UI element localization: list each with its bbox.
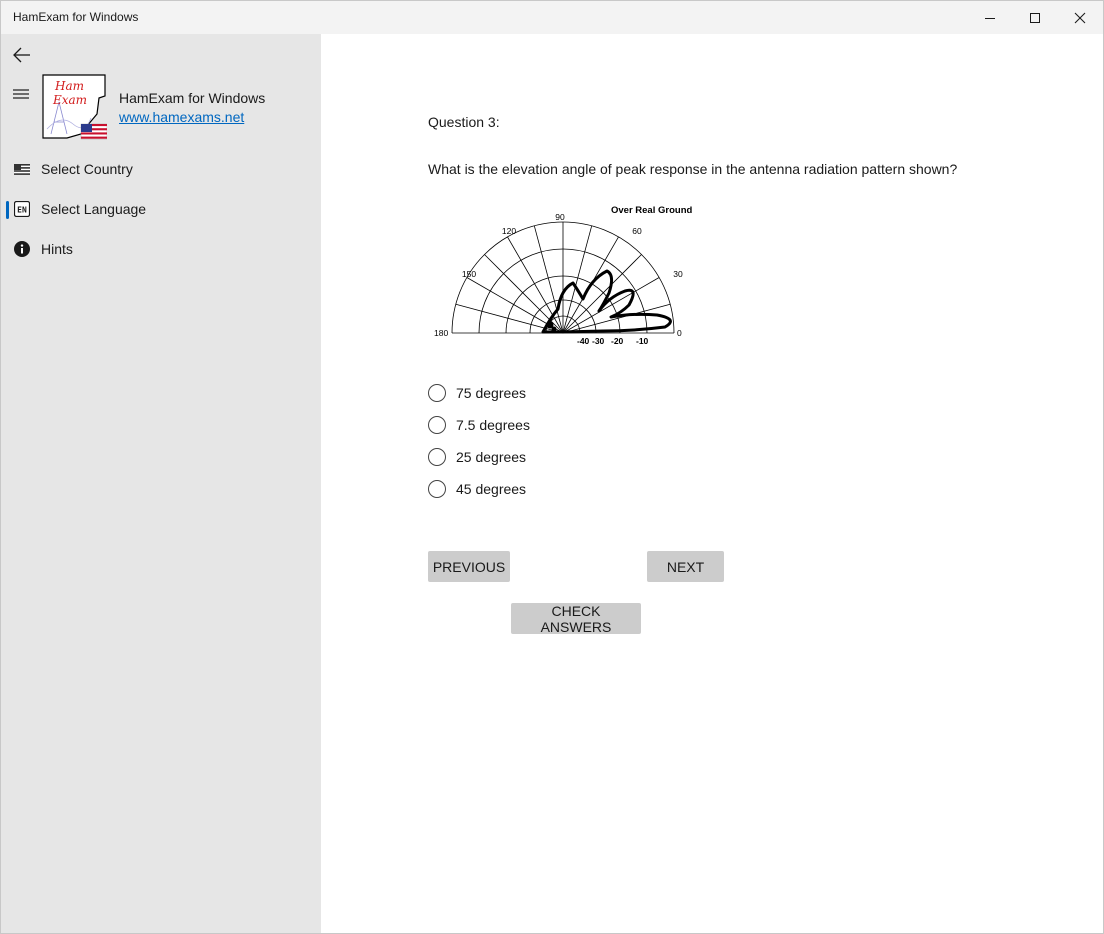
- angle-label: 150: [461, 269, 477, 279]
- answer-option[interactable]: [428, 446, 526, 468]
- answer-label: 45 degrees: [456, 481, 527, 497]
- angle-label: 180: [434, 328, 449, 338]
- selection-indicator: [6, 201, 9, 219]
- logo-text-exam: Exam: [53, 93, 88, 107]
- radiation-lobes: [543, 271, 670, 332]
- language-code: EN: [17, 205, 27, 215]
- back-arrow-icon: [11, 44, 33, 66]
- language-en-icon: [13, 200, 31, 218]
- sidebar-item-label: Hints: [41, 241, 73, 257]
- maximize-button[interactable]: [1012, 1, 1058, 34]
- radio-button[interactable]: [428, 480, 446, 498]
- app-logo: [41, 74, 107, 140]
- db-label: -10: [636, 336, 649, 346]
- sidebar-item-select-country[interactable]: [1, 151, 321, 187]
- sidebar-item-label: Select Language: [41, 201, 147, 217]
- sidebar-item-hints[interactable]: [1, 231, 321, 267]
- question-number: Question 3:: [428, 114, 500, 130]
- angle-label: 60: [632, 226, 642, 236]
- radio-button[interactable]: [428, 416, 446, 434]
- us-flag-icon: [13, 160, 31, 178]
- question-text: What is the elevation angle of peak response in the antenna radiation pattern shown?: [428, 161, 958, 177]
- main-content: [321, 34, 1103, 933]
- logo-text-ham: Ham: [55, 79, 84, 93]
- answer-label: 7.5 degrees: [456, 417, 530, 433]
- info-icon: [13, 240, 31, 258]
- website-link[interactable]: www.hamexams.net: [119, 109, 245, 125]
- answer-option[interactable]: [428, 414, 530, 436]
- close-icon: [1074, 12, 1086, 24]
- angle-label: 0: [677, 328, 682, 338]
- angle-label: 90: [555, 212, 565, 222]
- radio-button[interactable]: [428, 384, 446, 402]
- sidebar-item-select-language[interactable]: [1, 191, 321, 227]
- angle-label: 120: [501, 226, 517, 236]
- db-label: -20: [611, 336, 624, 346]
- hamburger-icon: [12, 87, 30, 101]
- sidebar-item-label: Select Country: [41, 161, 133, 177]
- angle-label: 30: [673, 269, 683, 279]
- answer-label: 25 degrees: [456, 449, 527, 465]
- db-label: -40: [577, 336, 590, 346]
- db-label: -30: [592, 336, 605, 346]
- radio-button[interactable]: [428, 448, 446, 466]
- app-name: HamExam for Windows: [119, 90, 266, 106]
- answer-label: 75 degrees: [456, 385, 527, 401]
- radiation-pattern-diagram: [433, 197, 703, 347]
- answer-option[interactable]: [428, 382, 526, 404]
- check-answers-button[interactable]: CHECK ANSWERS: [511, 603, 641, 634]
- back-button[interactable]: [11, 44, 33, 66]
- next-button[interactable]: NEXT: [647, 551, 724, 582]
- previous-button[interactable]: PREVIOUS: [428, 551, 510, 582]
- navigation-pane: [1, 34, 321, 933]
- minimize-button[interactable]: [967, 1, 1013, 34]
- answer-option[interactable]: [428, 478, 526, 500]
- minimize-icon: [984, 12, 996, 24]
- title-bar: [1, 1, 1103, 34]
- window-title: HamExam for Windows: [13, 10, 139, 24]
- diagram-title: Over Real Ground: [611, 205, 693, 216]
- hamburger-menu-button[interactable]: [12, 87, 30, 101]
- us-flag-icon: [81, 124, 107, 139]
- maximize-icon: [1029, 12, 1041, 24]
- close-button[interactable]: [1057, 1, 1103, 34]
